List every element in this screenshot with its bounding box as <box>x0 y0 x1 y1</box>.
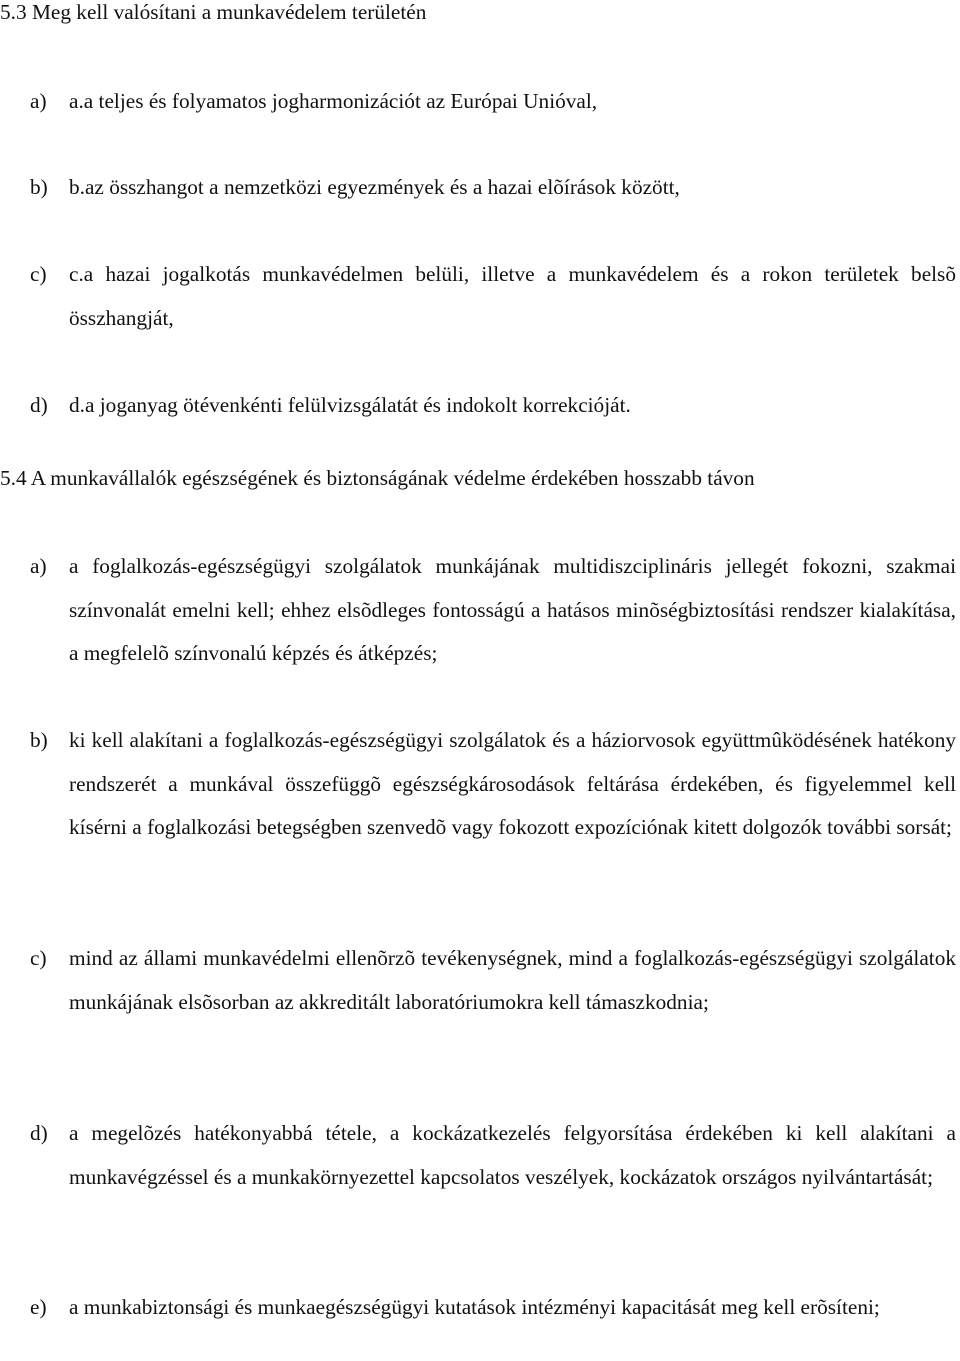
list-marker: b) <box>30 728 48 752</box>
list-marker: e) <box>30 1295 47 1319</box>
list-item-text: a munkabiztonsági és munkaegészségügyi kutatások intézményi kapacitását meg kell erõsíteni; <box>69 1295 880 1319</box>
list-marker: d) <box>30 1121 48 1145</box>
section-5-3-heading: 5.3 Meg kell valósítani a munkavédelem területén <box>0 0 427 24</box>
list-marker: c) <box>30 262 47 286</box>
list-item-text: a foglalkozás-egészségügyi szolgálatok munkájának multidiszciplináris jellegét fokozni, szakmai színvonalát emelni kell; ehhez elsõdleges fontosságú a hatásos minõségbiztosítási rendszer kialakítása, a megfelelõ színvonalú képzés és átképzés; <box>69 554 956 666</box>
list-marker: b) <box>30 175 48 199</box>
list-marker: c) <box>30 946 47 970</box>
list-item-text: mind az állami munkavédelmi ellenõrzõ tevékenységnek, mind a foglalkozás-egészségügyi szolgálatok munkájának elsõsorban az akkreditált laboratóriumokra kell támaszkodnia; <box>69 946 956 1014</box>
list-item-text: a.a teljes és folyamatos jogharmonizációt az Európai Unióval, <box>69 89 598 113</box>
list-marker: d) <box>30 393 48 417</box>
list-item-text: a megelõzés hatékonyabbá tétele, a kockázatkezelés felgyorsítása érdekében ki kell alakítani a munkavégzéssel és a munkakörnyezettel kapcsolatos veszélyek, kockázatok országos nyilvántartását; <box>69 1121 956 1189</box>
list-marker: a) <box>30 89 47 113</box>
list-item-text: ki kell alakítani a foglalkozás-egészségügyi szolgálatok és a háziorvosok együttmûködésének hatékony rendszerét a munkával összefüggõ egészségkárosodások feltárása érdekében, és figyelemmel kell kísérni a foglalkozási betegségben szenvedõ vagy fokozott expozíciónak kitett dolgozók további sorsát; <box>69 728 956 840</box>
list-item-text: c.a hazai jogalkotás munkavédelmen belüli, illetve a munkavédelem és a rokon területek belsõ összhangját, <box>69 262 956 330</box>
list-item-text: d.a joganyag ötévenkénti felülvizsgálatát és indokolt korrekcióját. <box>69 393 631 417</box>
list-marker: a) <box>30 554 47 578</box>
list-item-text: b.az összhangot a nemzetközi egyezmények és a hazai elõírások között, <box>69 175 680 199</box>
section-5-4-heading: 5.4 A munkavállalók egészségének és biztonságának védelme érdekében hosszabb távon <box>0 466 755 490</box>
